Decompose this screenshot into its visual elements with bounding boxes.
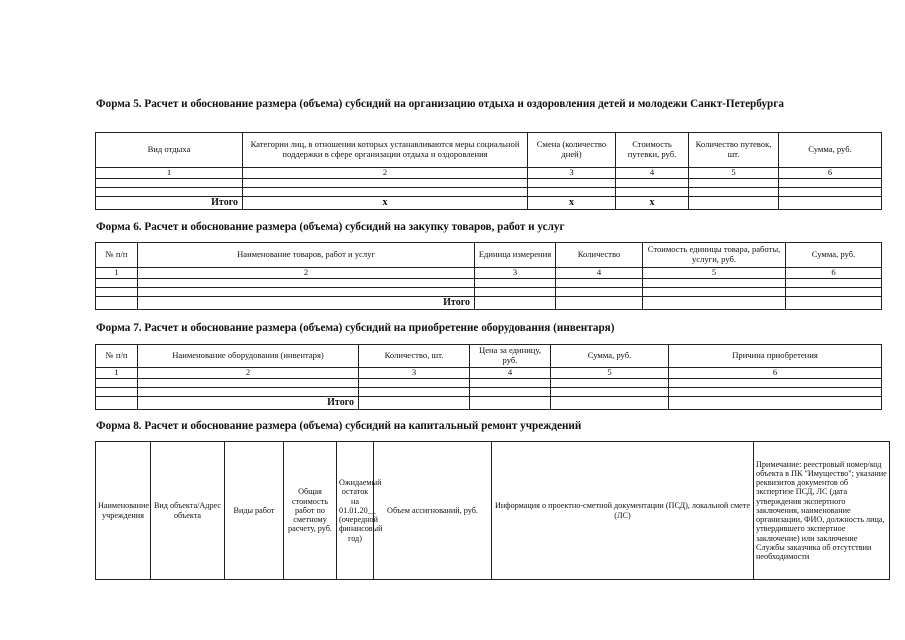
form6-header-6: Сумма, руб. [786,243,882,268]
table-cell [96,187,243,196]
form7-title: Форма 7. Расчет и обоснование размера (объема) субсидий на приобретение оборудования (инвентаря) [96,322,615,334]
form5-header-6: Сумма, руб. [779,133,882,168]
table-cell [689,187,779,196]
table-cell [779,196,882,209]
table-cell [643,296,786,309]
table-cell [551,378,669,387]
table-cell [786,287,882,296]
form7-colnum-5: 5 [551,368,669,379]
table-cell [359,378,470,387]
table-cell [96,287,138,296]
table-cell [475,296,556,309]
form5-colnum-3: 3 [528,168,616,179]
table-cell [528,187,616,196]
table-cell [786,278,882,287]
table-cell [359,387,470,396]
table-cell [669,396,882,409]
form5-colnum-4: 4 [616,168,689,179]
table-cell [96,378,138,387]
form6-colnum-2: 2 [138,268,475,279]
table-cell [556,296,643,309]
table-cell [551,387,669,396]
form6-colnum-3: 3 [475,268,556,279]
table-cell [475,278,556,287]
form5-total-x: х [243,196,528,209]
table-cell [689,196,779,209]
table-cell [96,178,243,187]
form7-colnum-6: 6 [669,368,882,379]
table-cell [556,278,643,287]
table-cell [470,387,551,396]
form6-total-label: Итого [138,296,475,309]
form8-header-1: Наименование учреждения [96,442,151,580]
form6-colnum-4: 4 [556,268,643,279]
form6-header-3: Единица измерения [475,243,556,268]
table-cell [528,178,616,187]
form8-header-4: Общая стоимость работ по сметному расчету, руб. [284,442,337,580]
form5-total-x: х [616,196,689,209]
form6-header-1: № п/п [96,243,138,268]
table-cell [96,296,138,309]
table-cell [616,187,689,196]
table-cell [470,378,551,387]
table-cell [243,178,528,187]
table-cell [643,287,786,296]
form7-header-3: Количество, шт. [359,345,470,368]
form5-header-1: Вид отдыха [96,133,243,168]
form5-table [95,132,882,210]
form5-header-4: Стоимость путевки, руб. [616,133,689,168]
table-cell [96,387,138,396]
form8-header-6: Объем ассигнований, руб. [374,442,492,580]
form7-colnum-2: 2 [138,368,359,379]
table-cell [138,387,359,396]
form5-header-3: Смена (количество дней) [528,133,616,168]
table-cell [475,287,556,296]
table-cell [243,187,528,196]
form6-title: Форма 6. Расчет и обоснование размера (объема) субсидий на закупку товаров, работ и услуг [96,221,565,233]
form5-colnum-6: 6 [779,168,882,179]
form8-header-3: Виды работ [225,442,284,580]
table-cell [689,178,779,187]
form5-total-x: х [528,196,616,209]
form7-table [95,344,882,410]
table-cell [359,396,470,409]
form5-total-label: Итого [96,196,243,209]
form7-header-6: Причина приобретения [669,345,882,368]
form7-colnum-1: 1 [96,368,138,379]
form8-header-7: Информация о проектно-сметной документации (ПСД), локальной смете (ЛС) [492,442,754,580]
form6-colnum-5: 5 [643,268,786,279]
table-cell [786,296,882,309]
form6-colnum-6: 6 [786,268,882,279]
form7-total-label: Итого [138,396,359,409]
table-cell [96,278,138,287]
table-cell [616,178,689,187]
table-cell [556,287,643,296]
form5-colnum-5: 5 [689,168,779,179]
form7-header-5: Сумма, руб. [551,345,669,368]
form7-header-4: Цена за единицу, руб. [470,345,551,368]
table-cell [551,396,669,409]
form7-header-2: Наименование оборудования (инвентаря) [138,345,359,368]
form5-header-5: Количество путевок, шт. [689,133,779,168]
table-cell [669,378,882,387]
table-cell [669,387,882,396]
form6-header-4: Количество [556,243,643,268]
form5-colnum-2: 2 [243,168,528,179]
form8-title: Форма 8. Расчет и обоснование размера (объема) субсидий на капитальный ремонт учреждений [96,420,582,432]
table-cell [779,187,882,196]
form6-colnum-1: 1 [96,268,138,279]
form5-colnum-1: 1 [96,168,243,179]
form8-header-5: Ожидаемый остаток на 01.01.20__ (очередной финансовый год) [337,442,374,580]
table-cell [138,287,475,296]
table-cell [643,278,786,287]
form6-header-5: Стоимость единицы товара, работы, услуги, руб. [643,243,786,268]
table-cell [138,378,359,387]
form8-table [95,441,890,580]
form8-header-2: Вид объекта/Адрес объекта [151,442,225,580]
table-cell [779,178,882,187]
form6-header-2: Наименование товаров, работ и услуг [138,243,475,268]
form6-table [95,242,882,310]
form5-title: Форма 5. Расчет и обоснование размера (объема) субсидий на организацию отдыха и оздоровления детей и молодежи Санкт-Петербурга [96,98,784,110]
form5-header-2: Категории лиц, в отношении которых устанавливаются меры социальной поддержки в сфере организации отдыха и оздоровления [243,133,528,168]
form7-header-1: № п/п [96,345,138,368]
form8-header-8: Примечание: реестровый номер/код объекта в ПК "Имущество"; указание реквизитов документов об экспертизе ПСД, ЛС (дата утверждения экспертного заключения, наименование организации, ФИО, должность лица, утвердившего экспертное заключение) или заключение Службы заказчика об отсутствии необходимости [754,442,890,580]
table-cell [96,396,138,409]
table-cell [470,396,551,409]
form7-colnum-4: 4 [470,368,551,379]
table-cell [138,278,475,287]
form7-colnum-3: 3 [359,368,470,379]
